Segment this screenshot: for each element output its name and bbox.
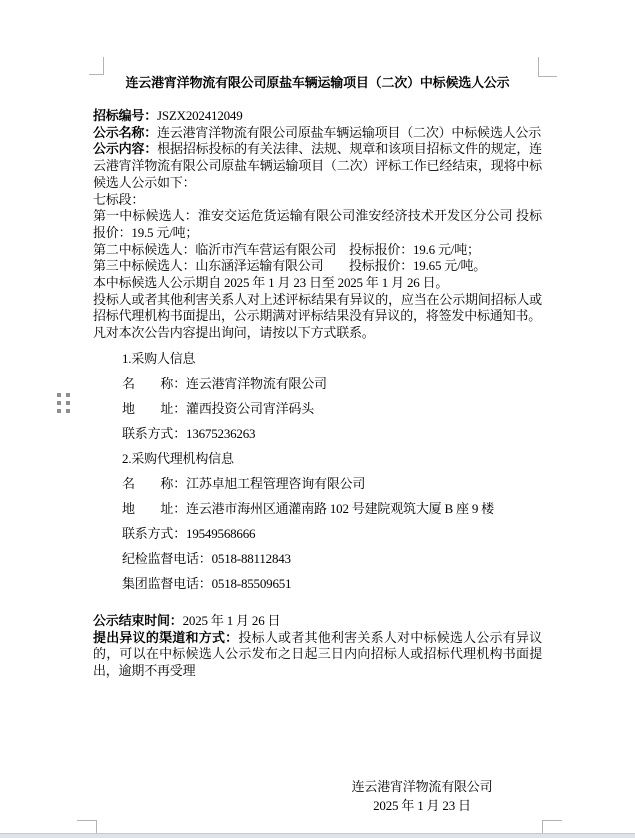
document-body[interactable] bbox=[93, 74, 542, 815]
notice-name-line bbox=[93, 125, 542, 142]
agency-phone-label: 联系方式： bbox=[122, 525, 187, 541]
notice-name-label: 公示名称： bbox=[93, 124, 158, 140]
bid-number-label: 招标编号： bbox=[93, 108, 158, 123]
candidate-line-2: 第二中标候选人：临沂市汽车营运有限公司 投标报价：19.6 元/吨； bbox=[93, 241, 480, 257]
agency-name-row bbox=[122, 471, 542, 496]
purchaser-heading: 1.采购人信息 bbox=[122, 350, 196, 366]
end-time-line bbox=[93, 613, 542, 630]
discipline-phone-label: 纪检监督电话： bbox=[122, 550, 212, 566]
bid-number-value: JSZX202412049 bbox=[157, 108, 243, 123]
dot bbox=[66, 409, 70, 413]
notice-content-paragraph bbox=[93, 141, 542, 191]
agency-address-value: 连云港市海州区通灌南路 102 号建院观筑大厦 B 座 9 楼 bbox=[186, 500, 494, 516]
margin-corner-mark-top-left-icon bbox=[89, 57, 104, 75]
agency-heading: 2.采购代理机构信息 bbox=[122, 450, 234, 466]
signature-block bbox=[302, 777, 542, 815]
publicity-period-line: 本中标候选人公示期自 2025 年 1 月 23 日至 2025 年 1 月 26 日。 bbox=[93, 275, 449, 291]
notice-content-value: 根据招标投标的有关法律、法规、规章和该项目招标文件的规定，连云港宵洋物流有限公司原盐车辆运输项目（二次）评标工作已经结束，现将中标候选人公示如下： bbox=[93, 141, 542, 190]
dot bbox=[57, 393, 61, 397]
agency-address-label: 地 址： bbox=[122, 500, 187, 516]
objection-channel-value: 投标人或者其他利害关系人对中标候选人公示有异议的，可以在中标候选人公示发布之日起三日内向招标人或招标代理机构书面提出，逾期不再受理 bbox=[93, 629, 542, 678]
purchaser-address-label: 地 址： bbox=[122, 400, 187, 416]
contact-info-section bbox=[122, 346, 542, 596]
agency-address-row bbox=[122, 496, 542, 521]
purchaser-address-value: 灌西投资公司宵洋码头 bbox=[186, 400, 315, 416]
agency-name-label: 名 称： bbox=[122, 475, 187, 491]
objection-paragraph: 投标人或者其他利害关系人对上述评标结果有异议的，应当在公示期间招标人或招标代理机构书面提出，公示期满对评标结果没有异议的，将签发中标通知书。 bbox=[93, 291, 542, 324]
page-bottom-edge bbox=[0, 833, 635, 838]
group-phone-label: 集团监督电话： bbox=[122, 575, 212, 591]
purchaser-phone-row bbox=[122, 421, 542, 446]
objection-channel-label: 提出异议的渠道和方式： bbox=[93, 629, 239, 645]
group-phone-value: 0518-85509651 bbox=[211, 575, 292, 591]
discipline-phone-row bbox=[122, 546, 542, 571]
end-time-label: 公示结束时间： bbox=[93, 612, 183, 628]
notice-content-label: 公示内容： bbox=[93, 141, 158, 157]
group-phone-row bbox=[122, 571, 542, 596]
purchaser-name-row bbox=[122, 371, 542, 396]
contact-note-line: 凡对本次公告内容提出询问，请按以下方式联系。 bbox=[93, 325, 375, 341]
candidate-line-1: 第一中标候选人：淮安交运危货运输有限公司淮安经济技术开发区分公司 投标报价：19.5 元/吨； bbox=[93, 208, 542, 240]
end-time-value: 2025 年 1 月 26 日 bbox=[182, 612, 281, 628]
dot bbox=[57, 401, 61, 405]
candidate-line-3: 第三中标候选人：山东涵泽运输有限公司 投标报价：19.65 元/吨。 bbox=[93, 258, 487, 274]
agency-phone-value: 19549568666 bbox=[186, 525, 256, 541]
signature-company: 连云港宵洋物流有限公司 bbox=[351, 778, 493, 794]
dot bbox=[66, 401, 70, 405]
purchaser-address-row bbox=[122, 396, 542, 421]
dot bbox=[66, 393, 70, 397]
bid-number-line bbox=[93, 108, 542, 125]
purchaser-phone-label: 联系方式： bbox=[122, 425, 187, 441]
section-heading: 七标段： bbox=[93, 191, 145, 207]
purchaser-name-value: 连云港宵洋物流有限公司 bbox=[186, 375, 327, 391]
purchaser-name-label: 名 称： bbox=[122, 375, 187, 391]
agency-name-value: 江苏卓旭工程管理咨询有限公司 bbox=[186, 475, 366, 491]
document-title: 连云港宵洋物流有限公司原盐车辆运输项目（二次）中标候选人公示 bbox=[125, 75, 510, 90]
purchaser-phone-value: 13675236263 bbox=[186, 425, 256, 441]
drag-dots-icon bbox=[57, 393, 70, 413]
discipline-phone-value: 0518-88112843 bbox=[211, 550, 291, 566]
notice-name-value: 连云港宵洋物流有限公司原盐车辆运输项目（二次）中标候选人公示 bbox=[157, 124, 542, 140]
signature-date: 2025 年 1 月 23 日 bbox=[373, 797, 471, 813]
objection-channel-paragraph bbox=[93, 630, 542, 680]
agency-phone-row bbox=[122, 521, 542, 546]
closing-section bbox=[93, 613, 542, 680]
dot bbox=[57, 409, 61, 413]
